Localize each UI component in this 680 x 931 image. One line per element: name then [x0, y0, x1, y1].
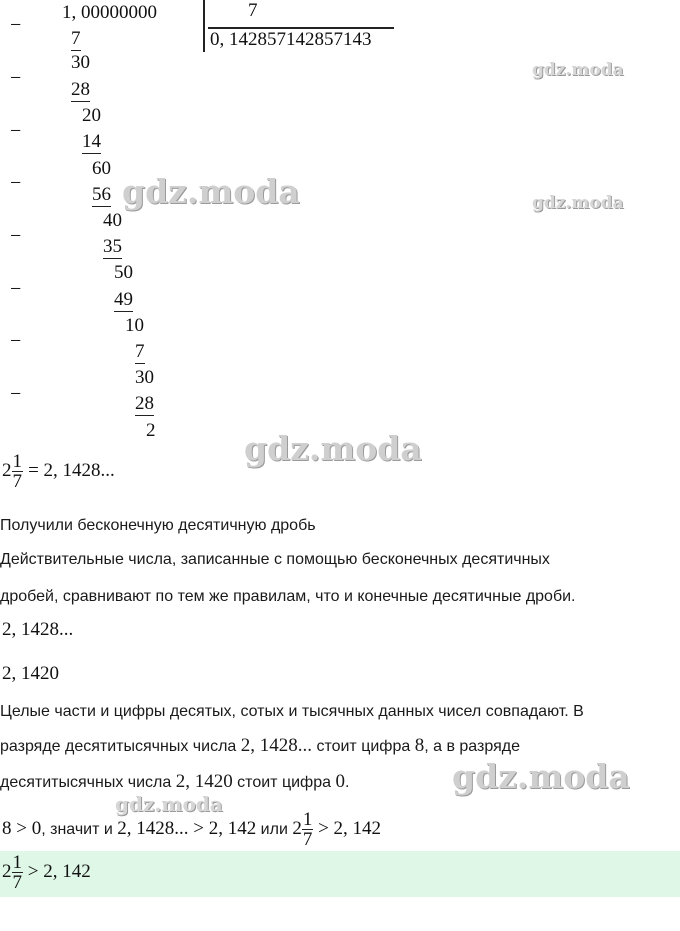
minus-sign: −: [10, 383, 22, 405]
numerator: 1: [12, 451, 22, 472]
quotient: 0, 142857142857143: [210, 29, 372, 50]
math-digit: 8: [414, 735, 425, 756]
fraction: [302, 810, 314, 849]
minus-sign: −: [10, 330, 22, 352]
paragraph-infinite-fraction: Получили бесконечную десятичную дробь: [0, 517, 316, 534]
subtrahend: 28: [71, 79, 90, 100]
paragraph-compare-line2: [0, 736, 520, 757]
minus-sign: −: [10, 120, 22, 142]
remainder: 40: [103, 210, 122, 231]
math-digit: 0: [335, 771, 345, 792]
whole-part: 2: [2, 861, 12, 882]
text-segment: .: [344, 774, 350, 791]
text-segment: , а в разряде: [424, 738, 520, 755]
text-segment: , значит и: [41, 821, 118, 838]
answer: [2, 853, 91, 892]
dividend: 1, 00000000: [62, 2, 157, 23]
paragraph-rule-line1: Действительные числа, записанные с помощью бесконечных десятичных: [0, 551, 550, 568]
minus-sign: −: [10, 278, 22, 300]
subtrahend: 28: [135, 393, 154, 414]
divisor: 7: [248, 0, 258, 21]
remainder: 60: [92, 158, 111, 179]
fraction: [12, 853, 24, 892]
minus-sign: −: [10, 67, 22, 89]
math-comparison: > 2, 142: [313, 818, 382, 839]
remainder: 30: [71, 52, 90, 73]
value-second: 2, 1420: [2, 663, 59, 684]
denominator: 7: [302, 829, 313, 850]
subtrahend: 7: [71, 28, 81, 49]
fraction: [12, 452, 24, 491]
paragraph-rule-line2: дробей, сравнивают по тем же правилам, что и конечные десятичные дроби.: [0, 588, 576, 605]
paragraph-compare-line1: Целые части и цифры десятых, сотых и тысячных данных чисел совпадают. В: [0, 703, 584, 720]
math-comparison: 2, 1428... > 2, 142: [117, 818, 257, 839]
value-first: 2, 1428...: [2, 619, 74, 640]
watermark: gdz.moda: [452, 757, 630, 796]
minus-sign: −: [10, 225, 22, 247]
watermark: gdz.moda: [244, 429, 422, 468]
text-segment: или: [256, 821, 293, 838]
remainder: 20: [82, 105, 101, 126]
denominator: 7: [12, 471, 22, 492]
math-value: 2, 1420: [175, 771, 233, 792]
text-segment: десятитысячных числа: [0, 774, 176, 791]
watermark: gdz.moda: [532, 193, 624, 213]
denominator: 7: [12, 872, 22, 893]
text-segment: стоит цифра: [232, 774, 336, 791]
text-segment: стоит цифра: [312, 738, 415, 755]
equation-mixed-number: [2, 452, 115, 491]
numerator: 1: [12, 852, 22, 873]
whole-part: 2: [292, 818, 302, 839]
subtrahend: 56: [92, 184, 111, 205]
remainder: 50: [114, 262, 133, 283]
answer-highlight: [0, 851, 680, 897]
minus-sign: −: [10, 172, 22, 194]
watermark: gdz.moda: [532, 60, 624, 80]
watermark: gdz.moda: [115, 792, 223, 816]
equation-rhs: = 2, 1428...: [28, 460, 115, 481]
math-value: 2, 1428...: [240, 735, 312, 756]
minus-sign: −: [10, 14, 22, 36]
division-vertical-line: [203, 0, 205, 52]
final-remainder: 2: [146, 420, 156, 441]
remainder: 10: [125, 315, 144, 336]
answer-comparison: > 2, 142: [23, 861, 91, 882]
watermark: gdz.moda: [122, 172, 300, 211]
whole-part: 2: [2, 460, 12, 481]
subtrahend: 49: [114, 289, 133, 310]
remainder: 30: [135, 367, 154, 388]
numerator: 1: [302, 809, 313, 830]
paragraph-compare-line3: [0, 772, 349, 793]
subtrahend: 14: [82, 131, 101, 152]
math-comparison: 8 > 0: [2, 818, 42, 839]
text-segment: разряде десятитысячных числа: [0, 738, 241, 755]
subtrahend: 35: [103, 236, 122, 257]
subtrahend: 7: [135, 341, 145, 362]
